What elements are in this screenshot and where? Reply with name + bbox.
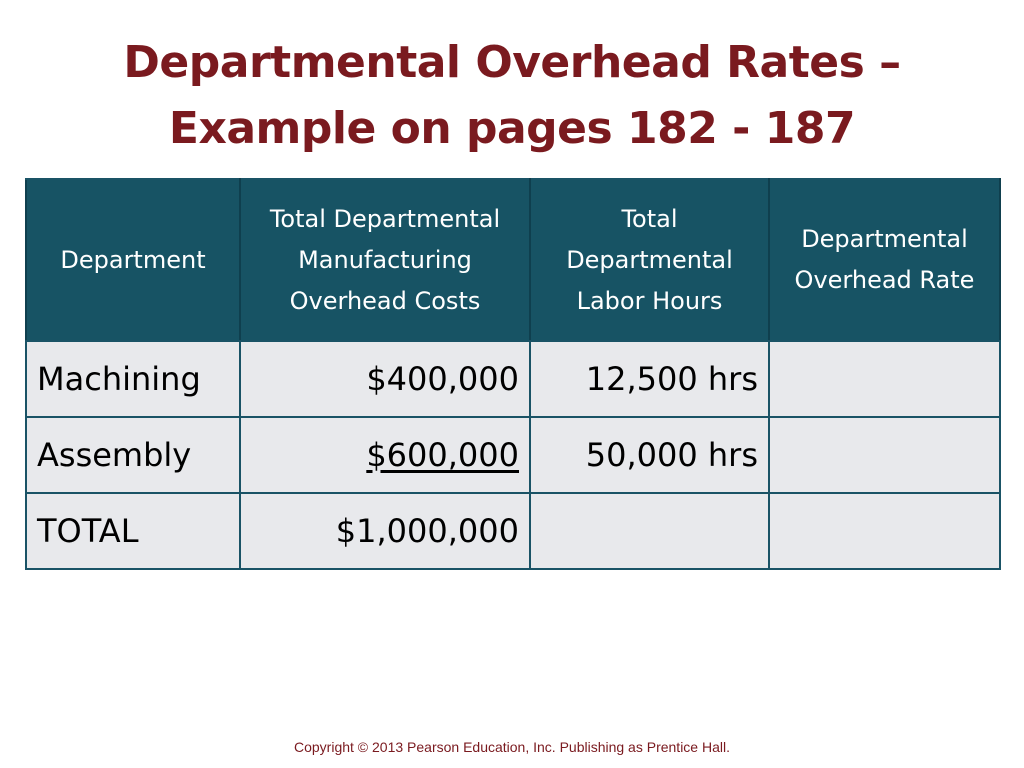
copyright-notice: Copyright © 2013 Pearson Education, Inc. Publishing as Prentice Hall.	[293, 739, 730, 755]
cell-overhead-rate	[769, 417, 1000, 493]
table-row	[26, 341, 1000, 417]
cell-labor-hours	[530, 493, 769, 569]
table-row	[26, 417, 1000, 493]
cell-department: Machining	[26, 341, 240, 417]
table-row-total	[26, 493, 1000, 569]
overhead-rates-table	[25, 178, 1001, 570]
cell-overhead-rate	[769, 341, 1000, 417]
cell-overhead-costs: $1,000,000	[240, 493, 530, 569]
underlined-subtotal: $600,000	[366, 436, 519, 474]
cell-labor-hours: 12,500 hrs	[530, 341, 769, 417]
slide-title	[0, 30, 1024, 162]
cell-department: Assembly	[26, 417, 240, 493]
slide-title-line-1: Departmental Overhead Rates –	[123, 37, 901, 88]
header-department: Department	[26, 179, 240, 341]
cell-labor-hours: 50,000 hrs	[530, 417, 769, 493]
cell-overhead-costs	[240, 417, 530, 493]
cell-overhead-rate	[769, 493, 1000, 569]
table-header-row	[26, 179, 1000, 341]
cell-department: TOTAL	[26, 493, 240, 569]
header-labor-hours: Total Departmental Labor Hours	[530, 179, 769, 341]
slide-title-line-2: Example on pages 182 - 187	[168, 103, 856, 154]
header-overhead-rate: Departmental Overhead Rate	[769, 179, 1000, 341]
cell-overhead-costs: $400,000	[240, 341, 530, 417]
header-overhead-costs: Total Departmental Manufacturing Overhead Costs	[240, 179, 530, 341]
